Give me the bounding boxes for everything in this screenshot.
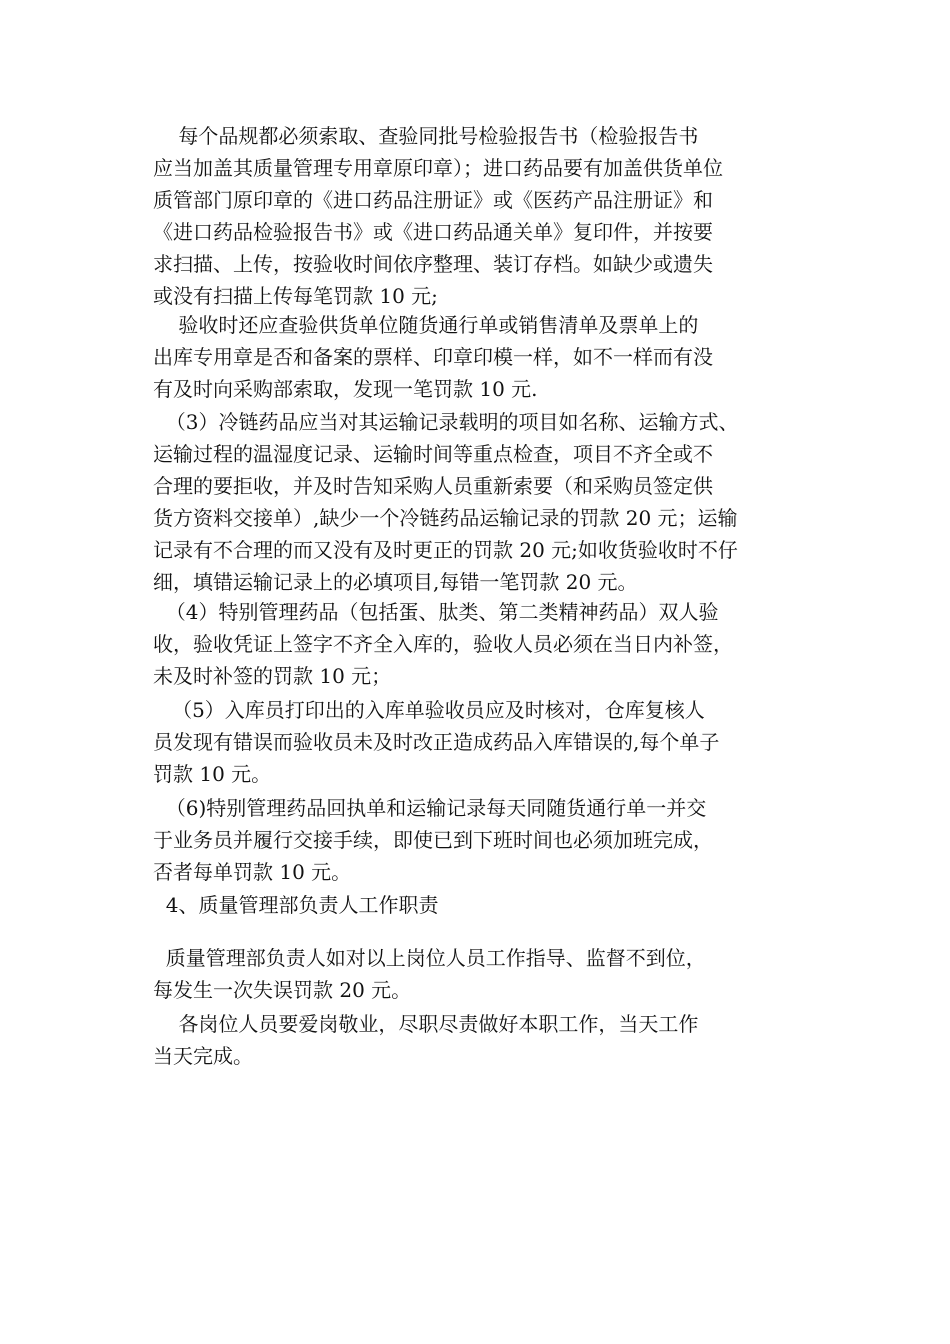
paragraph-closing-remark (153, 1008, 813, 1072)
text-line: 质管部门原印章的《进口药品注册证》或《医药产品注册证》和 (153, 188, 713, 212)
text-line: 合理的要拒收，并及时告知采购人员重新索要（和采购员签定供 (153, 474, 713, 498)
text-line: 收，验收凭证上签字不齐全入库的，验收人员必须在当日内补签， (153, 632, 733, 656)
text-line: （3）冷链药品应当对其运输记录载明的项目如名称、运输方式、 (153, 410, 739, 434)
text-line: 于业务员并履行交接手续，即使已到下班时间也必须加班完成， (153, 828, 713, 852)
text-line: 细，填错运输记录上的必填项目,每错一笔罚款 20 元。 (153, 570, 638, 594)
paragraph-item-3-cold-chain (153, 406, 813, 598)
text-line: 当天完成。 (153, 1044, 253, 1068)
text-line: 每个品规都必须索取、查验同批号检验报告书（检验报告书 (153, 124, 699, 148)
text-line: 员发现有错误而验收员未及时改正造成药品入库错误的,每个单子 (153, 730, 720, 754)
text-line: 或没有扫描上传每笔罚款 10 元; (153, 284, 438, 308)
text-line: 出库专用章是否和备案的票样、印章印模一样，如不一样而有没 (153, 345, 713, 369)
text-line: 否者每单罚款 10 元。 (153, 860, 352, 884)
text-line: 运输过程的温湿度记录、运输时间等重点检查，项目不齐全或不 (153, 442, 713, 466)
text-line: 《进口药品检验报告书》或《进口药品通关单》复印件，并按要 (153, 220, 713, 244)
text-line: 未及时补签的罚款 10 元； (153, 664, 392, 688)
text-line: 货方资料交接单）,缺少一个冷链药品运输记录的罚款 20 元；运输 (153, 506, 738, 530)
paragraph-item-4-special-drugs (153, 596, 813, 692)
text-line: （4）特别管理药品（包括蛋、肽类、第二类精神药品）双人验 (153, 600, 719, 624)
text-line: 记录有不合理的而又没有及时更正的罚款 20 元;如收货验收时不仔 (153, 538, 738, 562)
section-heading-quality-manager (153, 889, 813, 921)
paragraph-quality-manager-duty (153, 942, 813, 1006)
text-line: 4、质量管理部负责人工作职责 (153, 893, 439, 917)
text-line: 各岗位人员要爱岗敬业，尽职尽责做好本职工作，当天工作 (153, 1012, 699, 1036)
text-line: （6)特别管理药品回执单和运输记录每天同随货通行单一并交 (153, 796, 707, 820)
paragraph-item-5-warehouse-check (153, 694, 813, 790)
text-line: （5）入库员打印出的入库单验收员应及时核对，仓库复核人 (153, 698, 705, 722)
text-line: 质量管理部负责人如对以上岗位人员工作指导、监督不到位， (153, 946, 706, 970)
text-line: 求扫描、上传，按验收时间依序整理、装订存档。如缺少或遗失 (153, 252, 713, 276)
paragraph-delivery-seal-check (153, 309, 813, 405)
text-line: 有及时向采购部索取，发现一笔罚款 10 元. (153, 377, 538, 401)
paragraph-item-6-receipts (153, 792, 813, 888)
text-line: 罚款 10 元。 (153, 762, 272, 786)
text-line: 应当加盖其质量管理专用章原印章）；进口药品要有加盖供货单位 (153, 156, 723, 180)
paragraph-inspection-reports (153, 120, 813, 312)
text-line: 验收时还应查验供货单位随货通行单或销售清单及票单上的 (153, 313, 699, 337)
text-line: 每发生一次失误罚款 20 元。 (153, 978, 412, 1002)
